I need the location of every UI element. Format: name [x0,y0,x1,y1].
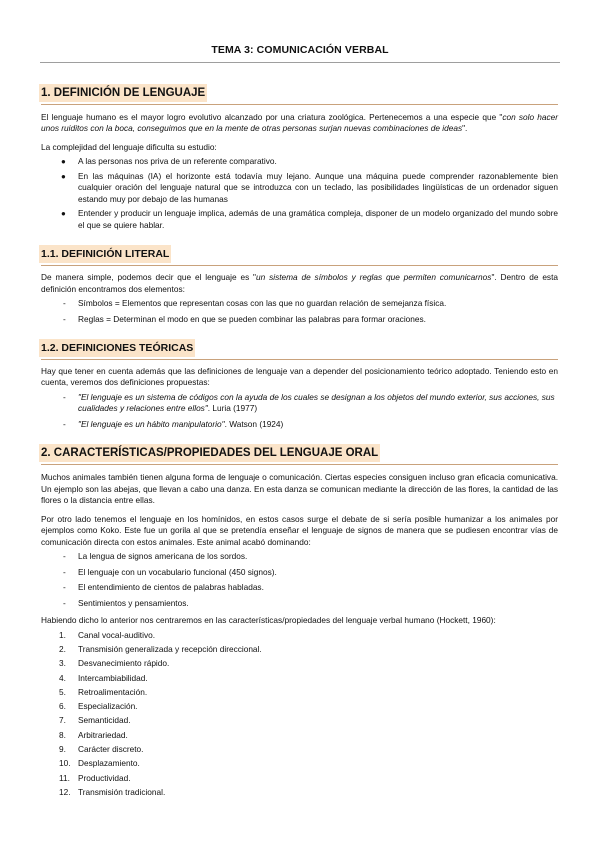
section-1-heading-wrap [41,84,558,102]
hockett-properties-list [41,630,558,799]
list-item: - El entendimiento de cientos de palabras habladas. [63,582,264,593]
list-item: - La lengua de signos americana de los sordos. [63,551,248,562]
dash-icon: - [63,298,66,309]
list-item: ● Entender y producir un lenguaje implica, además de una gramática compleja, disponer de un modelo organizado del mundo sobre el que se quiere hablar. [61,208,558,230]
complexity-intro: La complejidad del lenguaje dificulta su estudio: [41,141,217,152]
section-1-heading: 1. DEFINICIÓN DE LENGUAJE [39,84,207,102]
dash-icon: - [63,391,66,402]
list-item: 7. Semanticidad. [59,715,131,726]
list-item [41,419,558,431]
list-item: - Símbolos = Elementos que representan cosas con las que no guardan relación de semejanza física. [63,298,447,309]
section-1-2-rule [41,359,558,360]
list-item: 4. Intercambiabilidad. [59,672,148,683]
list-item: - Sentimientos y pensamientos. [63,597,189,608]
bullet-icon: ● [61,209,66,219]
dash-icon: - [63,566,66,577]
list-item: - El lenguaje con un vocabulario funcional (450 signos). [63,566,277,577]
list-item [41,392,558,415]
dash-icon: - [63,551,66,562]
watson-quote: "El lenguaje es un hábito manipulatorio" [78,418,225,429]
definitions-list [41,392,558,431]
list-item: 9. Carácter discreto. [59,744,144,755]
bullet-icon: ● [61,171,66,181]
luria-citation: . Luria (1977) [207,403,258,414]
document-title: TEMA 3: COMUNICACIÓN VERBAL [211,44,389,56]
section-1-2-heading: 1.2. DEFINICIONES TEÓRICAS [39,339,195,357]
intro-text-a: El lenguaje humano es el mayor logro evolutivo alcanzado por una criatura zoológica. Pertenecemos a una especie que " [41,111,503,122]
list-item: 6. Especialización. [59,701,138,712]
list-item: 10. Desplazamiento. [59,758,140,769]
intro-quote: con solo hacer unos ruiditos con la boca, conseguimos que en la mente de otras personas surjan nuevas combinaciones de ideas [41,111,559,134]
document-body [41,84,558,801]
hominids-paragraph: Por otro lado tenemos el lenguaje en los homínidos, en estos casos surge el debate de si sería posible humanizar a los animales por ejemplos como Koko. Este fue un gorila al que se pretendía enseñar el lenguaje de signos de manera que se pudiesen encontrar vías de comunicación directa con estos animales. Este animal acabó dominando: [41,513,558,547]
luria-quote: "El lenguaje es un sistema de códigos con la ayuda de los cuales se designan a los objetos del mundo exterior, sus acciones, sus cualidades y relaciones entre ellos" [78,391,555,414]
title-divider [40,62,560,63]
intro-text-b: ". [462,123,468,134]
literal-definition: De manera simple, podemos decir que el lenguaje es "un sistema de símbolos y reglas que permiten comunicarnos". Dentro de esta definición encontramos dos elementos: [41,272,558,294]
list-item: 3. Desvanecimiento rápido. [59,658,170,669]
section-1-1-heading-wrap [41,245,558,263]
complexity-list [41,156,558,231]
dash-icon: - [63,582,66,593]
list-item: - Reglas = Determinan el modo en que se pueden combinar las palabras para formar oraciones. [63,313,426,324]
list-item: 1. Canal vocal-auditivo. [59,629,156,640]
watson-citation: . Watson (1924) [224,418,284,429]
animals-paragraph: Muchos animales también tienen alguna forma de lenguaje o comunicación. Ciertas especies consiguen incluso gran eficacia comunicativa. Un ejemplo son las abejas, que llevan a cabo una danza. En esta danza se comunican mediante la dirección de las flores, la cantidad de las flores o la distancia entre ellas. [41,472,558,506]
section-1-1-rule [41,265,558,266]
list-item: 11. Productividad. [59,772,131,783]
bullet-icon: ● [61,157,66,167]
koko-list [41,551,558,609]
hockett-intro: Habiendo dicho lo anterior nos centraremos en las características/propiedades del lenguaje verbal humano (Hockett, 1960): [41,615,496,626]
list-item: ● A las personas nos priva de un referente comparativo. [61,156,277,167]
section-1-2-heading-wrap [41,339,558,357]
section-1-intro [41,112,558,135]
list-item: 12. Transmisión tradicional. [59,786,166,797]
dash-icon: - [63,597,66,608]
literal-quote: un sistema de símbolos y reglas que permiten comunicarnos [256,272,492,283]
theoretical-intro: Hay que tener en cuenta además que las definiciones de lenguaje van a depender del posicionamiento teórico adoptado. Teniendo esto en cuenta, veremos dos definiciones propuestas: [41,365,558,388]
list-item: 5. Retroalimentación. [59,686,148,697]
dash-icon: - [63,418,66,429]
section-2-heading: 2. CARACTERÍSTICAS/PROPIEDADES DEL LENGUAJE ORAL [39,444,380,462]
dash-icon: - [63,313,66,324]
list-item: 2. Transmisión generalizada y recepción direccional. [59,643,262,654]
list-item: 8. Arbitrariedad. [59,729,128,740]
section-2-rule [41,464,558,465]
list-item: ● En las máquinas (IA) el horizonte está todavía muy lejano. Aunque una máquina puede comprender razonablemente bien cualquier oración del lenguaje natural que se introduzca con un teclado, las posibilidades lingüísticas de un ordenador siguen estando muy por debajo de las humanas [61,170,558,204]
section-1-rule [41,104,558,105]
elements-list [41,298,558,325]
section-1-1-heading: 1.1. DEFINICIÓN LITERAL [39,245,171,263]
section-2-heading-wrap [41,444,558,462]
